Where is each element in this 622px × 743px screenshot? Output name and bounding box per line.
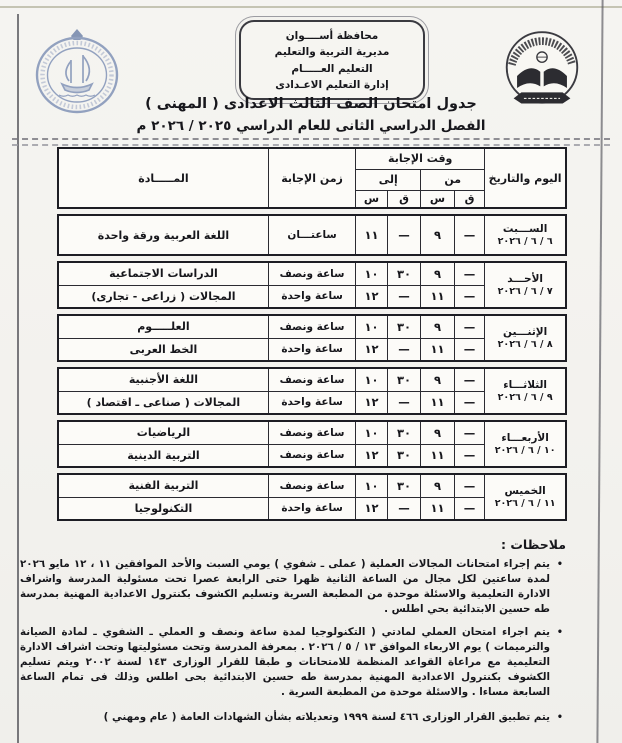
to-hour: ١٠ (356, 315, 387, 338)
exam-schedule-table (57, 147, 567, 521)
from-minute: — (454, 285, 484, 308)
day-date: ٩ / ٦ / ٢٠٢٦ (497, 391, 553, 403)
letterhead-governorate: محافظة أســــوان (285, 30, 379, 42)
from-hour: ٩ (421, 474, 455, 497)
day-date-cell (485, 474, 566, 520)
note-text: يتم اجراء امتحان العملي لمادتي ( التكنولوجيا لمدة ساعة ونصف و العملي ـ الشفوي ـ لمادة الصيانة والترميمات ) يوم الاربعاء الموافق ١٣ / ٥ / ٢٠٢٦ . بمعرفة المدرسة وتحت مسئوليتها وتحت اشراف الادارة التعليمية مع مراعاة القواعد المنظمة للامتحانات و طبقا للقرار الوزارى ١٤٣ لسنة ٢٠٠٢ ويتم تسليم الكشوف بكنترول الاعدادية المهنية بمدرسة طه حسين الابتدائية بحى اطلس وذلك فى تمام الساعة السابعة مساءا . والاسئلة موحدة من المطبعة السرية . (20, 625, 550, 698)
duration-cell: ساعة ونصف (268, 421, 355, 444)
from-hour: ١١ (421, 444, 455, 467)
table-row (58, 315, 566, 338)
col-header-to-minute: ق (387, 190, 421, 208)
table-row (58, 474, 566, 497)
bullet-icon: • (556, 559, 563, 570)
letterhead-general-education: التعليم العـــــام (291, 62, 373, 75)
to-minute: — (387, 215, 421, 255)
to-hour: ١٠ (356, 421, 387, 444)
duration-cell: ساعة واحدة (268, 338, 355, 361)
table-row (58, 368, 566, 391)
subject-cell: التكنولوجيا (58, 497, 268, 520)
duration-cell: ساعتـــان (268, 215, 355, 255)
to-hour: ١٢ (356, 338, 387, 361)
table-row (58, 262, 566, 285)
day-date: ٧ / ٦ / ٢٠٢٦ (497, 285, 553, 297)
col-header-duration: زمن الإجابة (268, 148, 355, 208)
to-minute: ٣٠ (387, 368, 421, 391)
day-date: ٨ / ٦ / ٢٠٢٦ (497, 338, 553, 350)
from-hour: ٩ (421, 368, 455, 391)
subject-cell: التربية الفنية (58, 474, 268, 497)
duration-cell: ساعة ونصف (268, 474, 355, 497)
day-name: الأحـــد (507, 272, 544, 285)
bullet-icon: • (556, 712, 563, 724)
day-date-cell (485, 368, 566, 414)
notes-title: ملاحظات : (500, 537, 566, 552)
col-header-from-minute: ق (454, 190, 484, 208)
duration-cell: ساعة واحدة (268, 391, 355, 414)
duration-cell: ساعة واحدة (268, 285, 355, 308)
from-minute: — (454, 391, 484, 414)
day-band-tuesday (57, 367, 567, 415)
to-hour: ١٢ (356, 444, 387, 467)
day-name: الإثنـــين (503, 325, 548, 338)
from-minute: — (454, 444, 484, 467)
to-minute: ٣٠ (387, 262, 421, 285)
day-band-monday (57, 314, 567, 362)
duration-cell: ساعة ونصف (268, 315, 355, 338)
col-header-from-hour: س (421, 190, 455, 208)
to-minute: — (387, 338, 421, 361)
from-hour: ١١ (421, 391, 455, 414)
day-band-thursday (57, 473, 567, 521)
subject-cell: العلـــــوم (58, 315, 268, 338)
duration-cell: ساعة ونصف (268, 262, 355, 285)
note-text: يتم تطبيق القرار الوزارى ٤٦٦ لسنة ١٩٩٩ وتعديلاته بشأن الشهادات العامة ( عام ومهني ) (103, 711, 550, 724)
page-subtitle: الفصل الدراسي الثانى للعام الدراسي ٢٠٢٥ / ٢٠٢٦ م (136, 118, 486, 134)
from-minute: — (454, 368, 484, 391)
table-row (58, 421, 566, 444)
subject-cell: الرياضيات (58, 421, 268, 444)
subject-cell: اللغة الأجنبية (58, 368, 268, 391)
subject-cell: المجالات ( زراعى - تجارى) (58, 285, 268, 308)
note-item-practical-fields (20, 557, 566, 618)
from-hour: ٩ (421, 215, 455, 255)
to-hour: ١٢ (356, 285, 387, 308)
page-title: جدول امتحان الصف الثالث الاعدادى ( المهنى ) (145, 96, 477, 112)
from-minute: — (454, 421, 484, 444)
day-band-wednesday (57, 420, 567, 468)
day-date-cell (485, 262, 566, 308)
to-hour: ١٠ (356, 474, 387, 497)
col-header-answer-time: وقت الإجابة (356, 148, 485, 169)
letterhead-directorate: مديرية التربية والتعليم (274, 46, 390, 59)
subject-cell: التربية الدينية (58, 444, 268, 467)
to-minute: ٣٠ (387, 474, 421, 497)
col-header-to-hour: س (356, 190, 388, 208)
subject-cell: اللغة العربية ورقة واحدة (58, 215, 268, 255)
from-hour: ١١ (421, 497, 455, 520)
day-name: الثلاثـــاء (503, 378, 548, 391)
schedule-header (57, 147, 567, 209)
from-minute: — (454, 262, 484, 285)
to-hour: ١٢ (356, 391, 387, 414)
day-name: الخميس (504, 484, 546, 497)
to-minute: ٣٠ (387, 421, 421, 444)
day-date: ١٠ / ٦ / ٢٠٢٦ (494, 444, 556, 456)
day-date-cell (485, 421, 566, 467)
to-minute: — (387, 391, 421, 414)
to-minute: — (387, 285, 421, 308)
from-minute: — (454, 497, 484, 520)
subject-cell: الخط العربى (58, 338, 268, 361)
day-band-sunday (57, 261, 567, 309)
from-minute: — (454, 474, 484, 497)
from-hour: ٩ (421, 262, 455, 285)
col-header-day-date: اليوم والتاريخ (485, 148, 566, 208)
to-hour: ١٢ (356, 497, 387, 520)
col-header-to: إلى (356, 169, 421, 190)
to-hour: ١١ (356, 215, 387, 255)
letterhead-administration: إدارة التعليم الاعـدادى (275, 78, 389, 91)
notes-section (20, 537, 566, 732)
to-minute: ٣٠ (387, 315, 421, 338)
duration-cell: ساعة ونصف (268, 368, 355, 391)
dashed-separator (12, 138, 610, 146)
duration-cell: ساعة واحدة (268, 497, 355, 520)
from-minute: — (454, 338, 484, 361)
letterhead-box (239, 20, 425, 100)
day-date-cell (485, 315, 566, 361)
from-hour: ٩ (421, 421, 455, 444)
from-hour: ١١ (421, 338, 455, 361)
to-hour: ١٠ (356, 262, 387, 285)
day-date: ١١ / ٦ / ٢٠٢٦ (494, 497, 556, 509)
to-minute: — (387, 497, 421, 520)
subject-cell: المجالات ( صناعى ـ اقتصاد ) (58, 391, 268, 414)
col-header-subject: المـــــادة (58, 148, 268, 208)
day-date: ٦ / ٦ / ٢٠٢٦ (497, 235, 553, 247)
subject-cell: الدراسات الاجتماعية (58, 262, 268, 285)
to-minute: ٣٠ (387, 444, 421, 467)
day-name: الأربعـــاء (501, 431, 549, 444)
from-minute: — (454, 315, 484, 338)
day-name: الســـبت (502, 222, 548, 235)
page-top-rule (0, 6, 622, 8)
table-row (58, 215, 566, 255)
note-text: يتم إجراء امتحانات المجالات العملية ( عملى ـ شفوي ) يومي السبت والأحد الموافقين ١١ ، ١٢ مايو ٢٠٢٦ لمدة ساعتين لكل مجال من الساعة الثانية ظهرا حتى الرابعة عصرا تحت مسئولية المدرسة واشراف الادارة التعليمية والاسئلة موحدة من المطبعة السرية وتسليم الكشوف بكنترول الاعدادية المهنية بمدرسة طه حسين الابتدائية بحي اطلس . (20, 558, 550, 616)
duration-cell: ساعة ونصف (268, 444, 355, 467)
day-band-saturday (57, 214, 567, 256)
note-item-technology-practical (20, 625, 566, 701)
from-minute: — (454, 215, 484, 255)
bullet-icon: • (556, 626, 563, 638)
to-hour: ١٠ (356, 368, 387, 391)
from-hour: ١١ (421, 285, 455, 308)
from-hour: ٩ (421, 315, 455, 338)
note-item-ministerial-decree (20, 710, 566, 725)
col-header-from: من (421, 169, 485, 190)
day-date-cell (485, 215, 566, 255)
